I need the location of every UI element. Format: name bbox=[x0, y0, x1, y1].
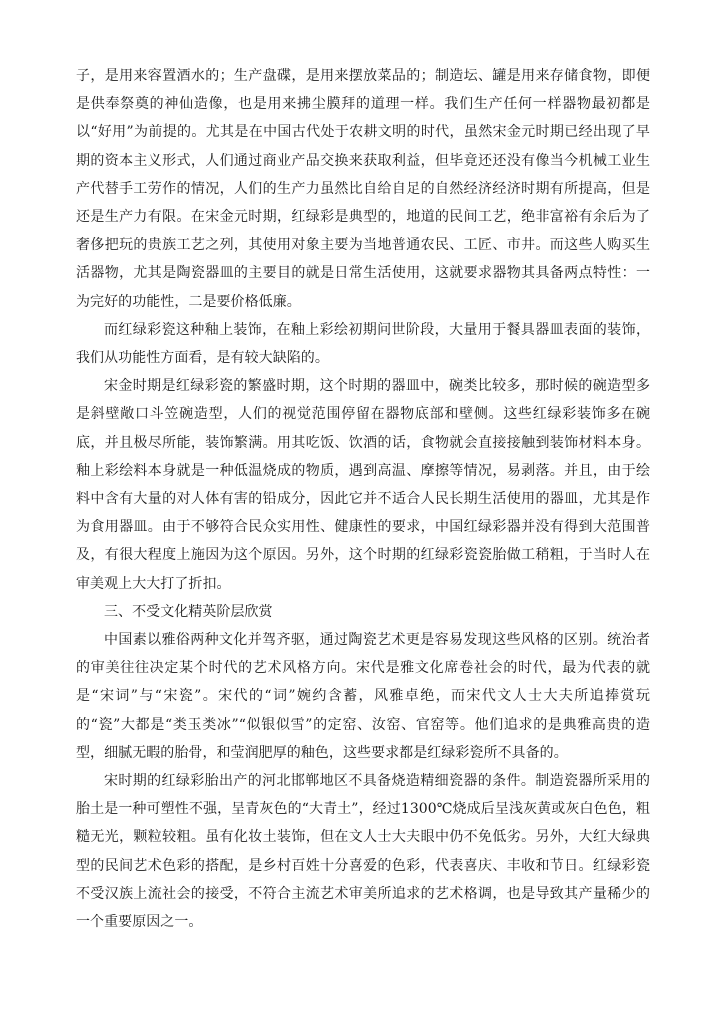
paragraph-continued: 子，是用来容置酒水的；生产盘碟，是用来摆放菜品的；制造坛、罐是用来存储食物，即便是供奉祭奠的神仙造像，也是用来拂尘膜拜的道理一样。我们生产任何一样器物最初都是以“好用”为前提的。尤其是在中国古代处于农耕文明的时代，虽然宋金元时期已经出现了早期的资本主义形式，人们通过商业产品交换来获取利益，但毕竟还还没有像当今机械工业生产代替手工劳作的情况，人们的生产力虽然比自给自足的自然经济经济时期有所提高，但是还是生产力有限。在宋金元时期，红绿彩是典型的，地道的民间工艺，绝非富裕有余后为了奢侈把玩的贵族工艺之列，其使用对象主要为当地普通农民、工匠、市井。而这些人购买生活器物，尤其是陶瓷器皿的主要目的就是日常生活使用，这就要求器物其具备两点特性：一为完好的功能性，二是要价格低廉。 bbox=[76, 68, 650, 310]
paragraph: 宋金时期是红绿彩瓷的繁盛时期，这个时期的器皿中，碗类比较多，那时候的碗造型多是斜壁敞口斗笠碗造型，人们的视觉范围停留在器物底部和壁侧。这些红绿彩装饰多在碗底，并且极尽所能，装饰繁满。用其吃饭、饮酒的话，食物就会直接接触到装饰材料本身。釉上彩绘料本身就是一种低温烧成的物质，遇到高温、摩擦等情况，易剥落。并且，由于绘料中含有大量的对人体有害的铅成分，因此它并不适合人民长期生活使用的器皿，尤其是作为食用器皿。由于不够符合民众实用性、健康性的要求，中国红绿彩器并没有得到大范围普及，有很大程度上施因为这个原因。另外，这个时期的红绿彩瓷瓷胎做工稍粗，于当时人在审美观上大大打了折扣。 bbox=[76, 378, 650, 592]
paragraph: 宋时期的红绿彩胎出产的河北邯郸地区不具备烧造精细瓷器的条件。制造瓷器所采用的胎土是一种可塑性不强，呈青灰色的“大青土”，经过1300℃烧成后呈浅灰黄或灰白色色，粗糙无光，颗粒较粗。虽有化妆土装饰，但在文人士大夫眼中仍不免低劣。另外，大红大绿典型的民间艺术色彩的搭配，是乡村百姓十分喜爱的色彩，代表喜庆、丰收和节日。红绿彩瓷不受汉族上流社会的接受，不符合主流艺术审美所追求的艺术格调，也是导致其产量稀少的一个重要原因之一。 bbox=[76, 773, 650, 931]
paragraph: 而红绿彩瓷这种釉上装饰，在釉上彩绘初期问世阶段，大量用于餐具器皿表面的装饰，我们从功能性方面看，是有较大缺陷的。 bbox=[76, 321, 650, 367]
paragraph: 中国素以雅俗两种文化并驾齐驱，通过陶瓷艺术更是容易发现这些风格的区别。统治者的审美往往决定某个时代的艺术风格方向。宋代是雅文化席卷社会的时代，最为代表的就是“宋词”与“宋瓷”。宋代的“词”婉约含蓄，风雅卓绝，而宋代文人士大夫所追捧赏玩的“瓷”大都是“类玉类冰”“似银似雪”的定窑、汝窑、官窑等。他们追求的是典雅高贵的造型，细腻无暇的胎骨，和莹润肥厚的釉色，这些要求都是红绿彩瓷所不具备的。 bbox=[76, 632, 650, 761]
section-heading: 三、不受文化精英阶层欣赏 bbox=[104, 603, 273, 620]
document-body bbox=[76, 62, 650, 936]
